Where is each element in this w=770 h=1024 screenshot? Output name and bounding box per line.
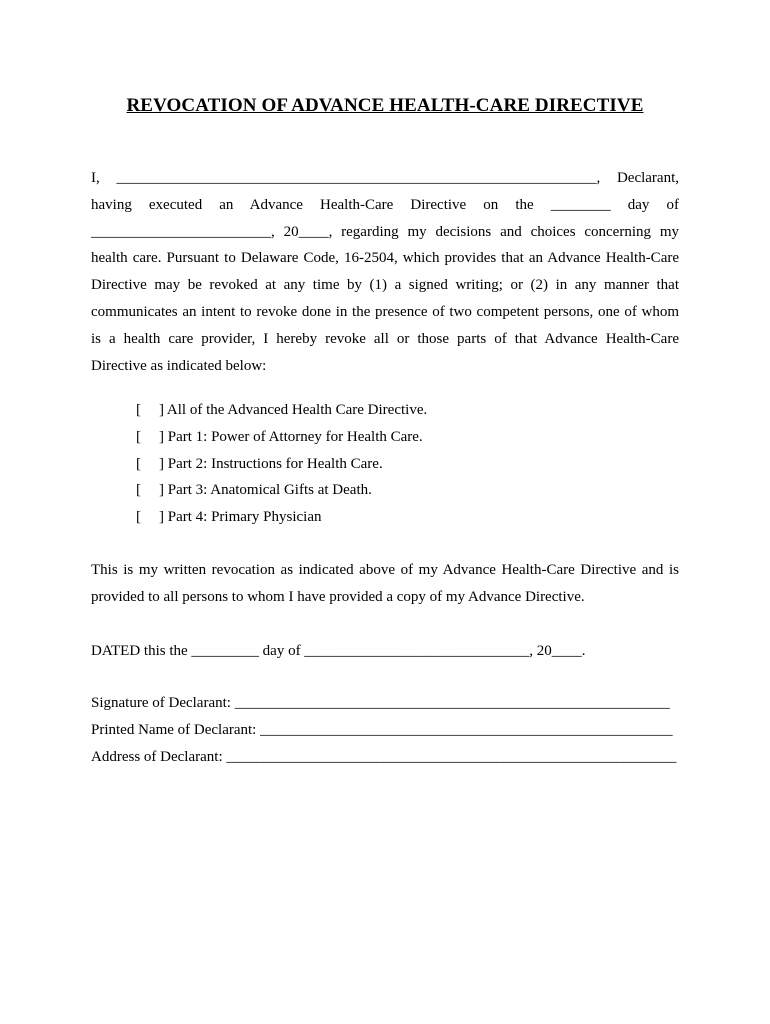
intro-line: communicates an intent to revoke done in the presence of two competent persons, one of whom	[91, 303, 679, 320]
checkbox-bracket: [	[136, 455, 141, 472]
checklist-item[interactable]	[136, 424, 427, 451]
checklist-item[interactable]	[136, 477, 427, 504]
intro-line: health care. Pursuant to Delaware Code, 16-2504, which provides that an Advance Health-Care	[91, 250, 679, 267]
checklist-item[interactable]	[136, 451, 427, 478]
checklist-item-label: ] Part 3: Anatomical Gifts at Death.	[159, 482, 372, 499]
signature-field[interactable]: Signature of Declarant: __________________________________________________________	[91, 695, 670, 711]
checkbox-bracket: [	[136, 428, 141, 445]
intro-line: ________________________, 20____, regarding my decisions and choices concerning my	[91, 223, 679, 240]
closing-line: provided to all persons to whom I have provided a copy of my Advance Directive.	[91, 588, 585, 605]
checklist-item-label: ] Part 4: Primary Physician	[159, 509, 322, 526]
closing-line: This is my written revocation as indicated above of my Advance Health-Care Directive and is	[91, 562, 679, 578]
checklist-item[interactable]	[136, 504, 427, 531]
dated-line[interactable]: DATED this the _________ day of ______________________________, 20____.	[91, 643, 586, 659]
intro-line: Directive may be revoked at any time by (1) a signed writing; or (2) in any manner that	[91, 277, 679, 294]
checkbox-bracket: [	[136, 482, 141, 499]
document-title: REVOCATION OF ADVANCE HEALTH-CARE DIRECTIVE	[126, 95, 644, 116]
address-field[interactable]: Address of Declarant: ____________________________________________________________	[91, 748, 677, 765]
intro-line: I, ________________________________________________________________, Declarant,	[91, 170, 679, 186]
checklist-item-label: ] Part 1: Power of Attorney for Health Care.	[159, 428, 423, 445]
intro-line: Directive as indicated below:	[91, 357, 267, 374]
checkbox-bracket: [	[136, 509, 141, 526]
printed-name-field[interactable]: Printed Name of Declarant: _______________________________________________________	[91, 721, 673, 738]
checkbox-bracket: [	[136, 402, 141, 418]
intro-paragraph	[91, 165, 679, 379]
revocation-checklist	[136, 397, 427, 531]
checklist-item-label: ] Part 2: Instructions for Health Care.	[159, 455, 383, 472]
intro-line: having executed an Advance Health-Care Directive on the ________ day of	[91, 196, 679, 213]
signature-block	[91, 690, 679, 770]
closing-paragraph	[91, 557, 679, 611]
intro-line: is a health care provider, I hereby revoke all or those parts of that Advance Health-Care	[91, 330, 679, 347]
checklist-item[interactable]	[136, 397, 427, 424]
checklist-item-label: ] All of the Advanced Health Care Directive.	[159, 402, 428, 418]
